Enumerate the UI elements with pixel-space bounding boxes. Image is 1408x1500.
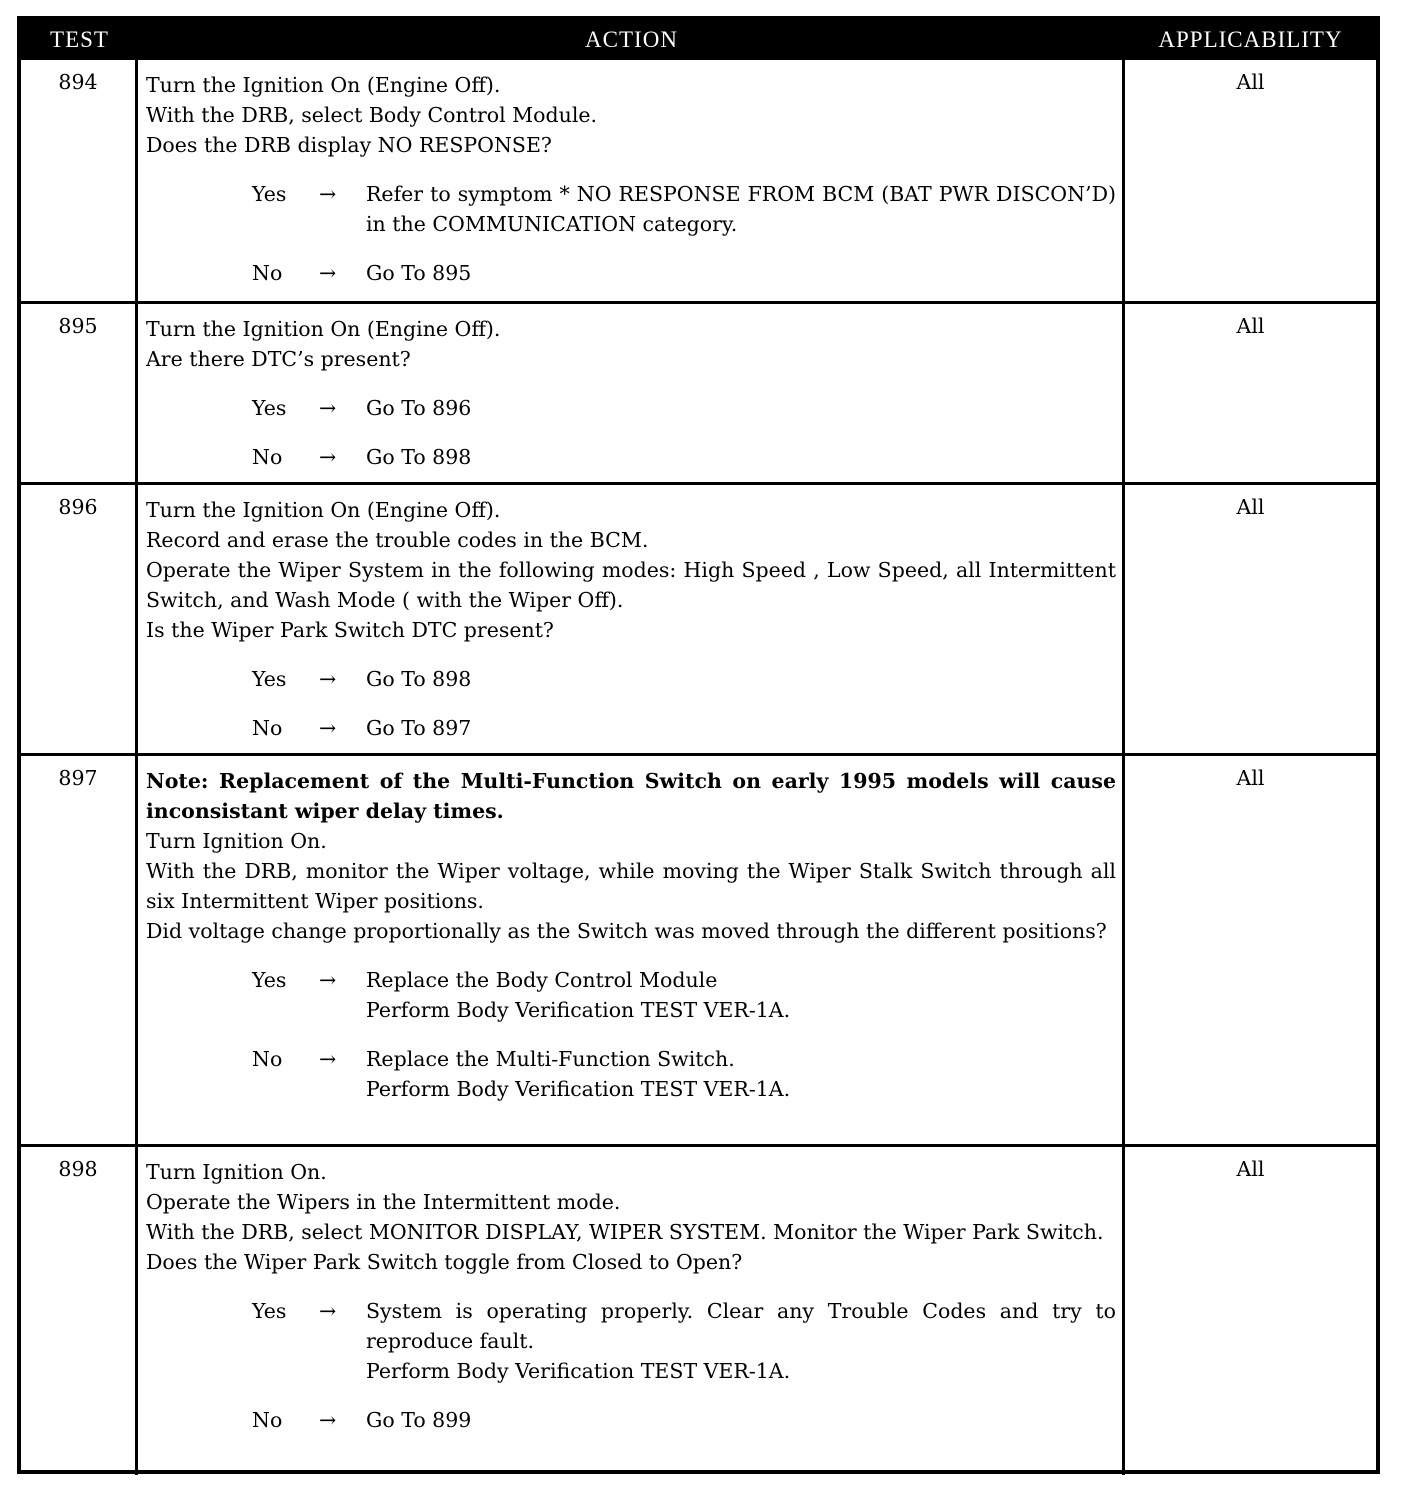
- table-row: [21, 1144, 1376, 1475]
- yes-result: [366, 1296, 1116, 1386]
- applicability-value: All: [1236, 495, 1265, 519]
- result-line: Refer to symptom * NO RESPONSE FROM BCM (BAT PWR DISCON’D) in the COMMUNICATION category.: [366, 182, 1116, 236]
- right-arrow-icon: →: [319, 396, 337, 420]
- no-branch: [146, 442, 1116, 472]
- result-line: Go To 899: [366, 1408, 472, 1432]
- no-result: [366, 1405, 1116, 1435]
- applicability-value: All: [1236, 70, 1265, 94]
- test-number: 894: [21, 60, 138, 301]
- no-label: No: [252, 716, 283, 740]
- no-label: No: [252, 1047, 283, 1071]
- header-applicability: APPLICABILITY: [1158, 27, 1343, 52]
- right-arrow-icon: →: [319, 182, 337, 206]
- instruction-line: Turn the Ignition On (Engine Off).: [146, 73, 501, 97]
- table-row: [21, 482, 1376, 753]
- applicability-value: All: [1236, 766, 1265, 790]
- yes-branch: [146, 965, 1116, 1025]
- table-row: [21, 753, 1376, 1144]
- action-cell: [138, 485, 1125, 753]
- no-result: [366, 713, 1116, 743]
- right-arrow-icon: →: [319, 968, 337, 992]
- right-arrow-icon: →: [319, 716, 337, 740]
- yes-label: Yes: [252, 1299, 287, 1323]
- instruction-line: Does the DRB display NO RESPONSE?: [146, 133, 552, 157]
- action-cell: [138, 756, 1125, 1144]
- no-branch: [146, 713, 1116, 743]
- no-result: [366, 1044, 1116, 1104]
- note-text: Note: Replacement of the Multi-Function Switch on early 1995 models will cause inconsistant wiper delay times.: [146, 769, 1116, 823]
- instruction-line: Turn the Ignition On (Engine Off).: [146, 317, 501, 341]
- yes-branch: [146, 664, 1116, 694]
- result-line: Go To 898: [366, 445, 472, 469]
- table-row: [21, 301, 1376, 482]
- result-line: Perform Body Verification TEST VER-1A.: [366, 1077, 791, 1101]
- instruction-line: Record and erase the trouble codes in the BCM.: [146, 528, 649, 552]
- yes-result: [366, 664, 1116, 694]
- no-branch: [146, 1044, 1116, 1104]
- result-line: Go To 897: [366, 716, 472, 740]
- instruction-line: Operate the Wipers in the Intermittent mode.: [146, 1190, 621, 1214]
- table-row: [21, 60, 1376, 301]
- instruction-line: Did voltage change proportionally as the Switch was moved through the different positions?: [146, 919, 1107, 943]
- right-arrow-icon: →: [319, 1408, 337, 1432]
- result-line: Go To 898: [366, 667, 472, 691]
- diagnostic-table: [17, 16, 1380, 1474]
- instruction-line: Turn the Ignition On (Engine Off).: [146, 498, 501, 522]
- test-number: 896: [21, 485, 138, 753]
- yes-result: [366, 965, 1116, 1025]
- no-result: [366, 258, 1116, 288]
- test-number: 897: [21, 756, 138, 1144]
- table-body: [21, 60, 1376, 1475]
- instruction-line: Is the Wiper Park Switch DTC present?: [146, 618, 554, 642]
- test-number: 898: [21, 1147, 138, 1475]
- right-arrow-icon: →: [319, 261, 337, 285]
- yes-branch: [146, 1296, 1116, 1386]
- header-action: ACTION: [585, 27, 678, 52]
- result-line: Perform Body Verification TEST VER-1A.: [366, 998, 791, 1022]
- yes-result: [366, 393, 1116, 423]
- no-branch: [146, 258, 1116, 288]
- table-header: [21, 20, 1376, 60]
- yes-label: Yes: [252, 182, 287, 206]
- yes-label: Yes: [252, 396, 287, 420]
- instruction-line: Operate the Wiper System in the following modes: High Speed , Low Speed, all Intermittent Switch, and Wash Mode ( with the Wiper Off).: [146, 558, 1116, 612]
- result-line: Perform Body Verification TEST VER-1A.: [366, 1359, 791, 1383]
- applicability-value: All: [1236, 314, 1265, 338]
- yes-result: [366, 179, 1116, 239]
- right-arrow-icon: →: [319, 1299, 337, 1323]
- instruction-line: With the DRB, select Body Control Module.: [146, 103, 598, 127]
- no-result: [366, 442, 1116, 472]
- applicability-value: All: [1236, 1157, 1265, 1181]
- result-line: Go To 896: [366, 396, 472, 420]
- result-line: System is operating properly. Clear any Trouble Codes and try to reproduce fault.: [366, 1299, 1116, 1353]
- no-label: No: [252, 261, 283, 285]
- right-arrow-icon: →: [319, 445, 337, 469]
- yes-branch: [146, 179, 1116, 239]
- yes-branch: [146, 393, 1116, 423]
- result-line: Replace the Multi-Function Switch.: [366, 1047, 735, 1071]
- action-cell: [138, 1147, 1125, 1475]
- instruction-line: Turn Ignition On.: [146, 829, 327, 853]
- no-label: No: [252, 445, 283, 469]
- no-label: No: [252, 1408, 283, 1432]
- action-cell: [138, 304, 1125, 482]
- result-line: Go To 895: [366, 261, 472, 285]
- instruction-line: Does the Wiper Park Switch toggle from Closed to Open?: [146, 1250, 743, 1274]
- instruction-line: Turn Ignition On.: [146, 1160, 327, 1184]
- right-arrow-icon: →: [319, 667, 337, 691]
- yes-label: Yes: [252, 667, 287, 691]
- action-cell: [138, 60, 1125, 301]
- result-line: Replace the Body Control Module: [366, 968, 718, 992]
- instruction-line: With the DRB, monitor the Wiper voltage, while moving the Wiper Stalk Switch through all six Intermittent Wiper positions.: [146, 859, 1116, 913]
- instruction-line: With the DRB, select MONITOR DISPLAY, WIPER SYSTEM. Monitor the Wiper Park Switch.: [146, 1220, 1104, 1244]
- no-branch: [146, 1405, 1116, 1435]
- header-test: TEST: [50, 27, 109, 52]
- right-arrow-icon: →: [319, 1047, 337, 1071]
- yes-label: Yes: [252, 968, 287, 992]
- test-number: 895: [21, 304, 138, 482]
- instruction-line: Are there DTC’s present?: [146, 347, 411, 371]
